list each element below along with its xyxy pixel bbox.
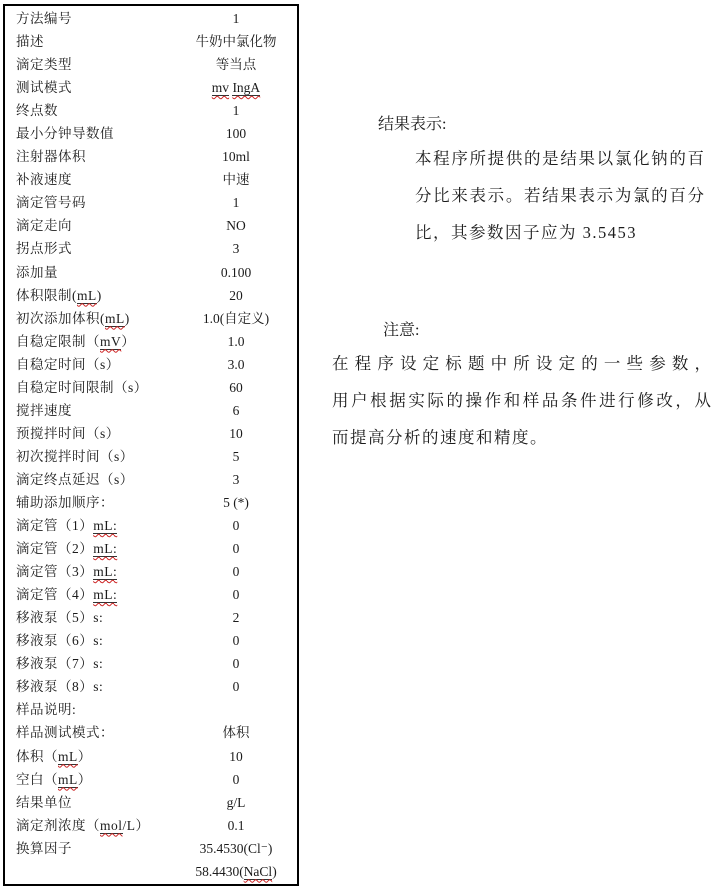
- text-segment: 移液泵（6）s:: [16, 633, 104, 649]
- param-value: [175, 191, 297, 214]
- text-segment: 终点数: [16, 103, 58, 119]
- param-value: [175, 30, 297, 53]
- text-segment: 0: [232, 541, 240, 557]
- param-label: [5, 376, 175, 399]
- param-value: [175, 99, 297, 122]
- text-segment: ）: [77, 771, 92, 787]
- text-segment: g/L: [226, 794, 246, 810]
- param-label: [5, 284, 175, 307]
- text-segment: 辅助添加顺序：: [16, 494, 114, 510]
- text-segment: 描述: [16, 34, 44, 50]
- table-row: [5, 468, 297, 491]
- text-segment: ): [272, 863, 277, 879]
- text-segment: 1.0: [227, 333, 245, 349]
- text-segment: 滴定剂浓度（: [16, 817, 100, 833]
- table-row: [5, 307, 297, 330]
- param-value: [175, 514, 297, 537]
- text-segment: NO: [226, 218, 246, 234]
- text-segment: 测试模式: [16, 80, 72, 96]
- text-segment: 10: [229, 748, 243, 764]
- text-segment: 初次搅拌时间（s）: [16, 448, 134, 464]
- text-segment: 5 (*): [223, 494, 249, 510]
- text-segment: 0: [232, 564, 240, 580]
- text-segment: 移液泵（7）s:: [16, 656, 104, 672]
- param-label: [5, 330, 175, 353]
- param-label: [5, 122, 175, 145]
- table-row: [5, 168, 297, 191]
- param-value: [175, 629, 297, 652]
- text-segment: 移液泵（5）s:: [16, 610, 104, 626]
- text-segment: 预搅拌时间（s）: [16, 425, 120, 441]
- text-segment: 1: [232, 11, 240, 26]
- spellcheck-flagged-text: NaCl: [243, 863, 273, 879]
- param-value: [175, 814, 297, 837]
- param-value: [175, 675, 297, 698]
- spellcheck-flagged-text: mL:: [93, 587, 118, 603]
- table-row: [5, 606, 297, 629]
- param-label: [5, 191, 175, 214]
- spellcheck-flagged-text: mL:: [93, 541, 118, 557]
- table-row: [5, 237, 297, 260]
- text-segment: 注射器体积: [16, 149, 86, 165]
- param-label: [5, 237, 175, 260]
- paragraph-line: 用户根据实际的操作和样品条件进行修改，从: [332, 391, 711, 410]
- paragraph-line: 在程序设定标题中所设定的一些参数，: [332, 354, 711, 373]
- text-segment: 滴定管号码: [16, 195, 86, 211]
- text-segment: ): [124, 310, 130, 326]
- param-label: [5, 422, 175, 445]
- spellcheck-flagged-text: mL:: [93, 564, 118, 580]
- spellcheck-flagged-text: mv: [211, 80, 230, 96]
- param-value: [175, 53, 297, 76]
- table-row: [5, 261, 297, 284]
- note-section-heading: 注意:: [383, 322, 420, 339]
- param-label: [5, 837, 175, 860]
- param-value: [175, 422, 297, 445]
- param-label: [5, 791, 175, 814]
- text-segment: 20: [229, 287, 243, 303]
- table-row: [5, 768, 297, 791]
- text-segment: 样品说明:: [16, 702, 77, 718]
- param-value: [175, 330, 297, 353]
- param-label: [5, 560, 175, 583]
- text-segment: 0: [232, 771, 240, 787]
- text-segment: 0: [232, 679, 240, 695]
- param-label: [5, 721, 175, 744]
- param-value: [175, 745, 297, 768]
- spellcheck-flagged-text: mL: [105, 310, 125, 326]
- spellcheck-flagged-text: mL: [77, 287, 97, 303]
- table-row: [5, 491, 297, 514]
- param-label: [5, 860, 175, 883]
- text-segment: 100: [225, 126, 247, 142]
- table-row: [5, 791, 297, 814]
- table-row: [5, 7, 297, 30]
- table-row: [5, 583, 297, 606]
- param-value: [175, 721, 297, 744]
- param-value: [175, 145, 297, 168]
- param-label: [5, 214, 175, 237]
- param-label: [5, 675, 175, 698]
- param-label: [5, 399, 175, 422]
- param-label: [5, 606, 175, 629]
- text-segment: 滴定管（2）: [16, 541, 94, 557]
- text-segment: ）: [77, 748, 92, 764]
- text-segment: 初次添加体积(: [16, 310, 105, 326]
- note-paragraph: [332, 345, 711, 456]
- param-label: [5, 168, 175, 191]
- text-segment: 2: [232, 610, 240, 626]
- param-value: [175, 76, 297, 99]
- param-value: [175, 168, 297, 191]
- param-value: [175, 698, 297, 721]
- param-label: [5, 145, 175, 168]
- param-label: [5, 652, 175, 675]
- param-value: [175, 7, 297, 30]
- text-segment: 5: [232, 448, 240, 464]
- text-segment: 空白（: [16, 771, 58, 787]
- paragraph-line: 分比来表示。若结果表示为氯的百分: [415, 186, 704, 205]
- param-label: [5, 814, 175, 837]
- text-segment: 自稳定时间（s）: [16, 356, 120, 372]
- text-segment: 0: [232, 587, 240, 603]
- text-segment: 牛奶中氯化物: [195, 34, 277, 50]
- table-row: [5, 76, 297, 99]
- table-row: [5, 860, 297, 883]
- table-row: [5, 837, 297, 860]
- table-row: [5, 814, 297, 837]
- param-label: [5, 307, 175, 330]
- param-value: [175, 353, 297, 376]
- param-label: [5, 445, 175, 468]
- text-segment: 滴定管（4）: [16, 587, 94, 603]
- text-segment: 最小分钟导数值: [16, 126, 114, 142]
- param-value: [175, 376, 297, 399]
- param-value: [175, 491, 297, 514]
- text-segment: 滴定走向: [16, 218, 72, 234]
- text-segment: 58.4430(: [195, 863, 244, 879]
- param-label: [5, 30, 175, 53]
- result-section-heading: 结果表示:: [378, 116, 447, 133]
- param-value: [175, 583, 297, 606]
- text-segment: 6: [232, 402, 240, 418]
- param-label: [5, 698, 175, 721]
- text-segment: 体积: [222, 725, 250, 741]
- table-row: [5, 191, 297, 214]
- text-segment: 拐点形式: [16, 241, 72, 257]
- paragraph-line: 本程序所提供的是结果以氯化钠的百: [415, 149, 704, 168]
- param-value: [175, 122, 297, 145]
- param-label: [5, 261, 175, 284]
- text-segment: 滴定管（1）: [16, 518, 94, 534]
- table-row: [5, 560, 297, 583]
- text-segment: 样品测试模式：: [16, 725, 114, 741]
- text-segment: 体积限制(: [16, 287, 77, 303]
- table-row: [5, 353, 297, 376]
- text-segment: ）: [121, 333, 136, 349]
- text-segment: 0.100: [220, 264, 252, 280]
- spellcheck-flagged-text: mV: [100, 333, 122, 349]
- param-label: [5, 491, 175, 514]
- param-value: [175, 606, 297, 629]
- text-segment: 中速: [222, 172, 250, 188]
- table-row: [5, 99, 297, 122]
- table-row: [5, 745, 297, 768]
- spellcheck-flagged-text: mL: [58, 748, 78, 764]
- table-row: [5, 698, 297, 721]
- param-value: [175, 399, 297, 422]
- table-row: [5, 422, 297, 445]
- param-value: [175, 468, 297, 491]
- param-value: [175, 537, 297, 560]
- text-segment: 35.4530(Cl⁻): [199, 840, 273, 856]
- param-label: [5, 53, 175, 76]
- param-value: [175, 860, 297, 883]
- table-row: [5, 30, 297, 53]
- table-row: [5, 376, 297, 399]
- spellcheck-flagged-text: mol: [100, 817, 123, 833]
- text-segment: 结果单位: [16, 794, 72, 810]
- param-value: [175, 652, 297, 675]
- table-row: [5, 53, 297, 76]
- text-segment: ): [96, 287, 102, 303]
- table-row: [5, 537, 297, 560]
- param-value: [175, 237, 297, 260]
- text-segment: 换算因子: [16, 840, 72, 856]
- text-segment: 等当点: [215, 57, 257, 73]
- text-segment: 滴定管（3）: [16, 564, 94, 580]
- text-segment: 体积（: [16, 748, 58, 764]
- param-label: [5, 7, 175, 30]
- param-value: [175, 307, 297, 330]
- param-value: [175, 261, 297, 284]
- text-segment: 1: [232, 103, 240, 119]
- table-row: [5, 399, 297, 422]
- text-segment: 3.0: [227, 356, 245, 372]
- text-segment: 0: [232, 633, 240, 649]
- param-label: [5, 768, 175, 791]
- param-label: [5, 99, 175, 122]
- text-segment: 60: [229, 379, 243, 395]
- text-segment: /L）: [122, 817, 150, 833]
- param-value: [175, 791, 297, 814]
- table-row: [5, 652, 297, 675]
- table-row: [5, 675, 297, 698]
- text-segment: 10ml: [222, 149, 250, 165]
- table-row: [5, 330, 297, 353]
- paragraph-line: 而提高分析的速度和精度。: [332, 428, 548, 447]
- table-row: [5, 214, 297, 237]
- text-segment: 滴定终点延迟（s）: [16, 471, 134, 487]
- table-row: [5, 721, 297, 744]
- text-segment: 0.1: [227, 817, 245, 833]
- param-label: [5, 353, 175, 376]
- text-segment: 3: [232, 471, 240, 487]
- param-value: [175, 768, 297, 791]
- text-segment: 补液速度: [16, 172, 72, 188]
- param-value: [175, 214, 297, 237]
- spellcheck-flagged-text: IngA: [232, 80, 261, 96]
- param-value: [175, 445, 297, 468]
- text-segment: 3: [232, 241, 240, 257]
- param-label: [5, 537, 175, 560]
- table-row: [5, 122, 297, 145]
- text-segment: 移液泵（8）s:: [16, 679, 104, 695]
- param-label: [5, 514, 175, 537]
- text-segment: 添加量: [16, 264, 58, 280]
- text-segment: 1.0(自定义): [202, 310, 270, 326]
- table-row: [5, 284, 297, 307]
- param-label: [5, 629, 175, 652]
- text-segment: 0: [232, 518, 240, 534]
- spellcheck-flagged-text: mL:: [93, 518, 118, 534]
- param-label: [5, 583, 175, 606]
- text-segment: 0: [232, 656, 240, 672]
- text-segment: 1: [232, 195, 240, 211]
- spellcheck-flagged-text: mL: [58, 771, 78, 787]
- param-value: [175, 560, 297, 583]
- text-segment: 搅拌速度: [16, 402, 72, 418]
- param-label: [5, 468, 175, 491]
- table-row: [5, 445, 297, 468]
- text-segment: 方法编号: [16, 11, 72, 26]
- table-row: [5, 514, 297, 537]
- text-segment: 自稳定时间限制（s）: [16, 379, 148, 395]
- table-row: [5, 145, 297, 168]
- text-segment: 自稳定限制（: [16, 333, 100, 349]
- method-parameter-table: [3, 4, 299, 886]
- param-value: [175, 837, 297, 860]
- param-label: [5, 745, 175, 768]
- param-value: [175, 284, 297, 307]
- paragraph-line: 比，其参数因子应为 3.5453: [415, 223, 637, 242]
- result-paragraph: [415, 140, 704, 251]
- text-segment: 10: [229, 425, 243, 441]
- param-label: [5, 76, 175, 99]
- table-row: [5, 629, 297, 652]
- text-segment: 滴定类型: [16, 57, 72, 73]
